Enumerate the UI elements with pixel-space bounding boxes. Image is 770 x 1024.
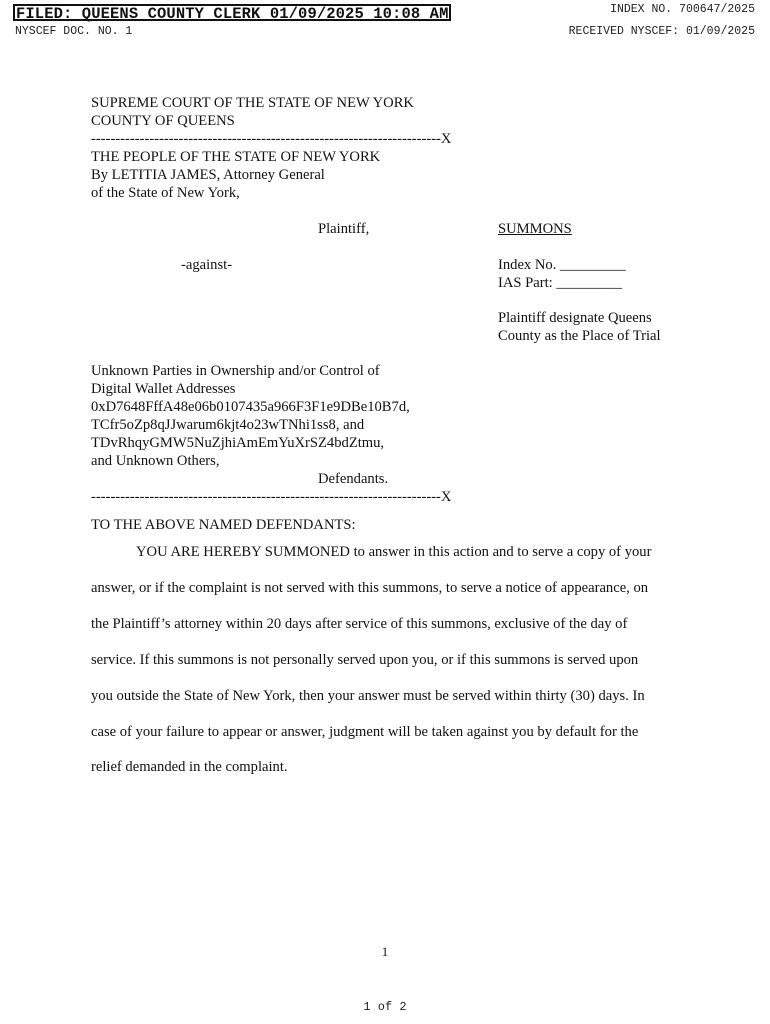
defendant-line: Unknown Parties in Ownership and/or Control of	[91, 363, 380, 379]
paragraph-line: you outside the State of New York, then your answer must be served within thirty (30) days. In	[91, 687, 645, 704]
index-fields	[498, 256, 626, 292]
ias-part-field: IAS Part: _________	[498, 275, 623, 291]
page-number: 1	[381, 944, 389, 959]
paragraph-line: service. If this summons is not personally served upon you, or if this summons is served upon	[91, 651, 639, 668]
plaintiff-label: Plaintiff,	[318, 221, 370, 237]
wallet-address: TDvRhqyGMW5NuZjhiAmEmYuXrSZ4bdZtmu,	[91, 435, 385, 451]
defendant-line: and Unknown Others,	[91, 453, 220, 469]
county-line: COUNTY OF QUEENS	[91, 113, 235, 129]
paragraph-line: case of your failure to appear or answer, judgment will be taken against you by default for the	[91, 723, 639, 740]
filed-stamp: FILED: QUEENS COUNTY CLERK 01/09/2025 10:08 AM	[13, 4, 451, 21]
defendant-line: Digital Wallet Addresses	[91, 381, 236, 397]
paragraph-line: the Plaintiff’s attorney within 20 days after service of this summons, exclusive of the day of	[91, 615, 628, 632]
page-count: 1 of 2	[363, 1000, 407, 1014]
against-label: -against-	[181, 257, 233, 273]
designation-line: County as the Place of Trial	[498, 328, 661, 344]
received-date: RECEIVED NYSCEF: 01/09/2025	[568, 25, 755, 38]
wallet-address: TCfr5oZp8qJJwarum6kjt4o23wTNhi1ss8, and	[91, 417, 365, 433]
index-field: Index No. _________	[498, 257, 626, 273]
plaintiff-line: of the State of New York,	[91, 185, 240, 201]
summons-paragraph	[91, 535, 676, 786]
addressee-heading: TO THE ABOVE NAMED DEFENDANTS:	[91, 517, 356, 533]
caption-divider-bottom: ------------------------------------------------------------------------X	[91, 489, 452, 505]
plaintiff-line: By LETITIA JAMES, Attorney General	[91, 167, 325, 183]
defendants-block	[91, 362, 410, 470]
index-number: INDEX NO. 700647/2025	[610, 3, 755, 16]
caption-divider-top: ------------------------------------------------------------------------X	[91, 131, 452, 147]
wallet-address: 0xD7648FffA48e06b0107435a966F3F1e9DBe10B7d,	[91, 399, 410, 415]
defendants-label: Defendants.	[318, 471, 389, 487]
designation-line: Plaintiff designate Queens	[498, 310, 652, 326]
nyscef-doc-number: NYSCEF DOC. NO. 1	[15, 25, 133, 38]
court-line: SUPREME COURT OF THE STATE OF NEW YORK	[91, 95, 414, 111]
plaintiff-line: THE PEOPLE OF THE STATE OF NEW YORK	[91, 149, 381, 165]
court-name	[91, 94, 414, 130]
paragraph-line: relief demanded in the complaint.	[91, 759, 288, 776]
document-title: SUMMONS	[498, 221, 572, 237]
paragraph-line: YOU ARE HEREBY SUMMONED to answer in this action and to serve a copy of your	[136, 544, 652, 560]
paragraph-line: answer, or if the complaint is not served with this summons, to serve a notice of appearance, on	[91, 579, 649, 596]
plaintiff-block	[91, 148, 380, 202]
place-of-trial	[498, 309, 661, 345]
